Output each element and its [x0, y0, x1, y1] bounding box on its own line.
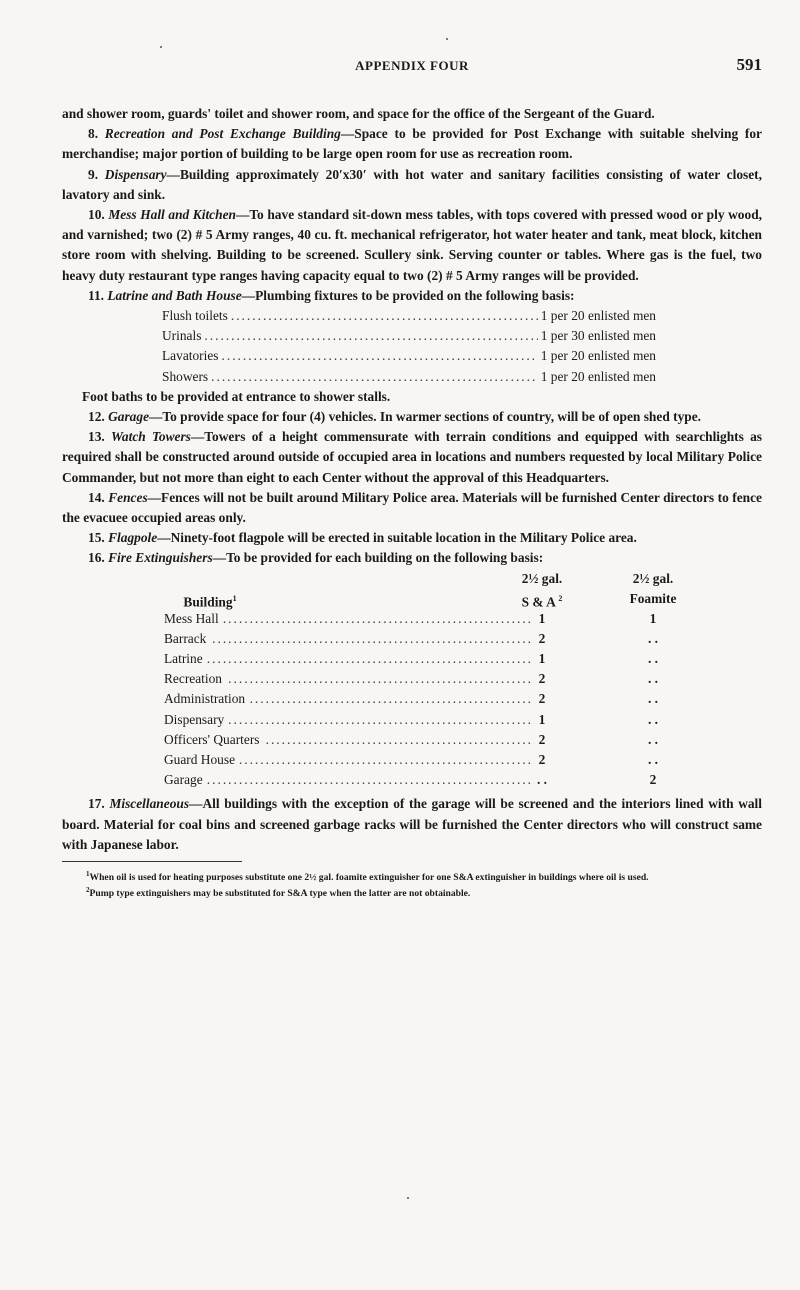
list-item: Lavatories ..... 1 per 20 enlisted men [162, 346, 656, 366]
paragraph-title: Recreation and Post Exchange Building [104, 126, 341, 142]
table-row: ..... Recreation 2 . . [62, 669, 762, 689]
column-header-sa: 2½ gal. S & A $^2$ [521, 570, 563, 610]
print-speck [160, 46, 162, 48]
list-item: Urinals ..... 1 per 30 enlisted men [162, 326, 656, 346]
paragraph-13: 13. Watch Towers—Towers of a height commensurate with terrain conditions and equipped with searchlights as required shall be constructed around outside of occupied area in locations and numbers requested by local Military Police Commander, but not more than eight to each Center without the approval of this Headquarters. [62, 429, 762, 485]
extinguisher-table [62, 569, 762, 791]
print-speck [446, 38, 448, 40]
column-header-foamite: 2½ gal. Foamite [629, 570, 677, 606]
page-body [62, 104, 762, 900]
list-item: Showers ..... 1 per 20 enlisted men [162, 367, 656, 387]
paragraph-14: 14. Fences—Fences will not be built around Military Police area. Materials will be furnished Center directors to fence the evacuee occupied areas only. [62, 489, 762, 525]
paragraph-10: 10. Mess Hall and Kitchen—To have standard sit-down mess tables, with tops covered with pressed wood or ply wood, and varnished; two (2) # 5 Army ranges, 40 cu. ft. mechanical refrigerator, hot water heater and tank, meat block, kitchen store room with shelving. Building to be screened. Scullery sink. Serving counter or tables. Where gas is the fuel, two heavy duty restaurant type ranges having capacity equal to two (2) # 5 Army ranges will be provided. [62, 207, 762, 283]
paragraph-11-note: Foot baths to be provided at entrance to shower stalls. [82, 388, 391, 404]
table-row: ..... Guard House 2 . . [62, 750, 762, 770]
table-header [62, 569, 762, 609]
paragraph-9: 9. Dispensary—Building approximately 20′x30′ with hot water and sanitary facilities consisting of water closet, lavatory and sink. [62, 166, 762, 202]
paragraph-title: Dispensary [104, 166, 167, 182]
paragraph-title: Fences [108, 489, 148, 505]
footnote-2: $^2$Pump type extinguishers may be substituted for S&A type when the latter are not obtainable. [86, 886, 471, 900]
table-row: ..... Garage . . 2 [62, 770, 762, 790]
list-item: Flush toilets ..... 1 per 20 enlisted men [162, 306, 656, 326]
paragraph-title: Mess Hall and Kitchen [108, 207, 236, 223]
paragraph-title: Flagpole [108, 530, 158, 546]
paragraph-16: 16. Fire Extinguishers—To be provided for each building on the following basis: [88, 550, 544, 566]
table-row: ..... Administration 2 . . [62, 689, 762, 709]
footnote-1: $^1$When oil is used for heating purposes substitute one 2½ gal. foamite extinguisher for one S&A extinguisher in buildings where oil is used. [86, 869, 649, 884]
paragraph-title: Latrine and Bath House [107, 287, 242, 303]
table-row: ..... Barrack 2 . . [62, 629, 762, 649]
footnote-divider [62, 861, 242, 862]
paragraph-title: Miscellaneous [109, 796, 190, 812]
paragraph-title: Fire Extinguishers [108, 550, 213, 566]
print-speck [407, 1197, 409, 1199]
column-header-building: Building$^1$ [183, 593, 237, 610]
page-number: 591 [736, 55, 762, 74]
running-head: APPENDIX FOUR [355, 58, 469, 73]
paragraph-8: 8. Recreation and Post Exchange Building—Space to be provided for Post Exchange with suitable shelving for merchandise; major portion of building to be large open room for use as recreation room. [62, 126, 762, 162]
fixtures-list [62, 306, 762, 387]
table-row: ..... Officers' Quarters 2 . . [62, 730, 762, 750]
paragraph-15: 15. Flagpole—Ninety-foot flagpole will be erected in suitable location in the Military Police area. [88, 530, 637, 546]
table-row: ..... Latrine 1 . . [62, 649, 762, 669]
paragraph-title: Garage [108, 408, 150, 424]
paragraph-title: Watch Towers [111, 429, 191, 445]
paragraph-7-continued: and shower room, guards' toilet and shower room, and space for the office of the Sergeant of the Guard. [62, 106, 655, 121]
table-row: ..... Dispensary 1 . . [62, 710, 762, 730]
table-row: ..... Mess Hall 1 1 [62, 609, 762, 629]
page-header [62, 55, 762, 82]
paragraph-11: 11. Latrine and Bath House—Plumbing fixtures to be provided on the following basis: [88, 287, 575, 303]
paragraph-12: 12. Garage—To provide space for four (4) vehicles. In warmer sections of country, will be of open shed type. [88, 408, 702, 424]
paragraph-17: 17. Miscellaneous—All buildings with the exception of the garage will be screened and the interiors lined with wall board. Material for coal bins and screened garbage racks will be furnished the Center directors who will construct same with Japanese labor. [62, 796, 762, 852]
